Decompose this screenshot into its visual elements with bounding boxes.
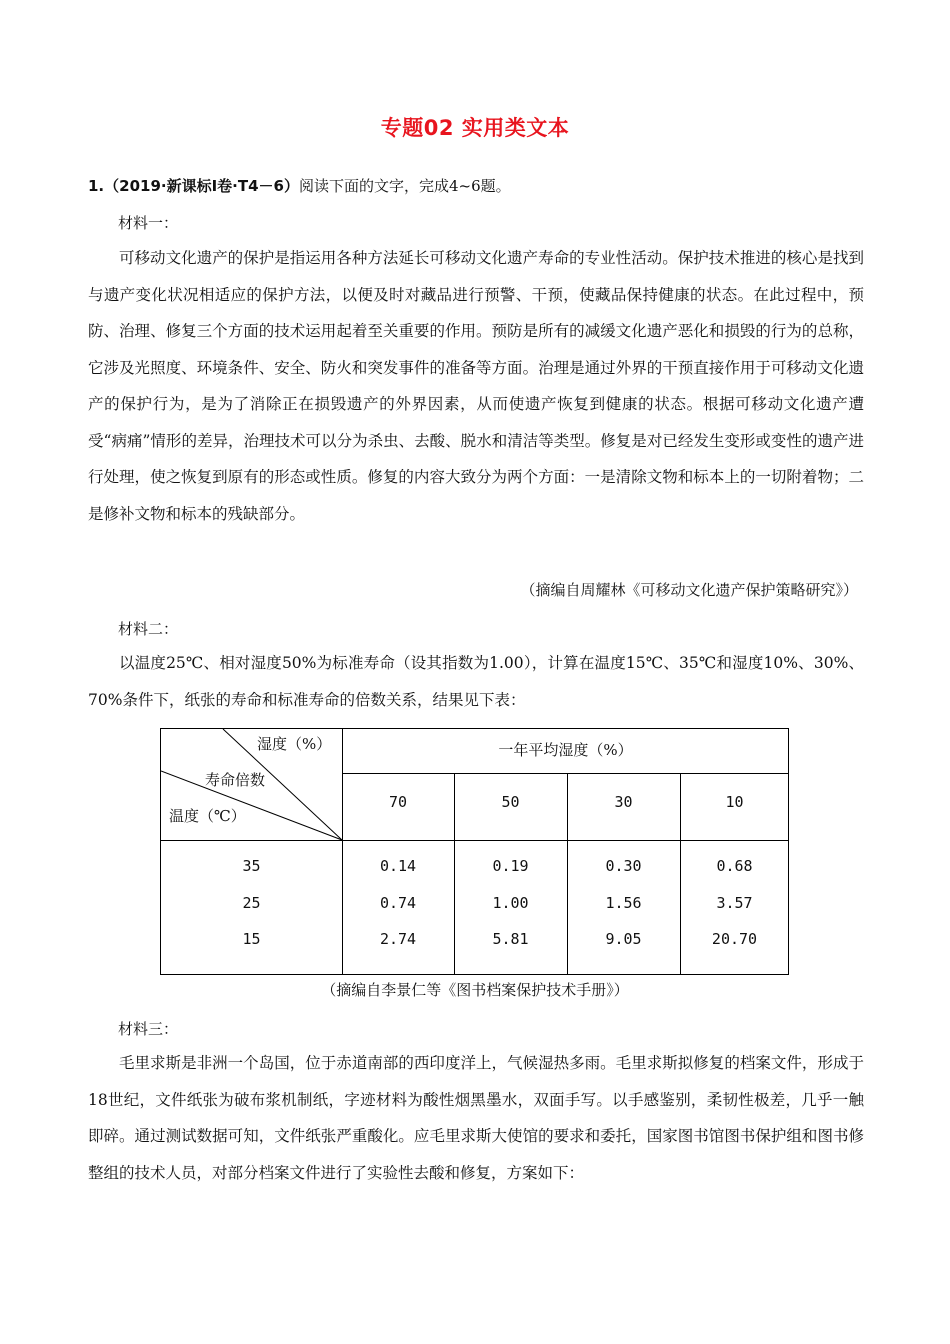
material1-label: 材料一： <box>118 214 179 232</box>
table-cell: 0.14 <box>379 857 417 875</box>
page-title: 专题02 实用类文本 <box>380 116 570 140</box>
table-cell: 1.56 <box>605 894 642 912</box>
corner-temp-label: 温度（℃） <box>169 807 246 825</box>
question-number: 1. <box>88 177 105 195</box>
material1-source: （摘编自周耀林《可移动文化遗产保护策略研究》） <box>520 581 858 599</box>
material3-text: 毛里求斯是非洲一个岛国，位于赤道南部的西印度洋上，气候湿热多雨。毛里求斯拟修复的档案文件，形成于18世纪，文件纸张为破布浆机制纸，字迹材料为酸性烟黑墨水，双面手写。以手感鉴别，柔韧性极差，几乎一触即碎。通过测试数据可知，文件纸张严重酸化。应毛里求斯大使馆的要求和委托，国家图书馆图书保护组和图书修整组的技术人员，对部分档案文件进行了实验性去酸和修复，方案如下： <box>88 1054 864 1182</box>
material2-label: 材料二： <box>118 620 179 638</box>
material3-label: 材料三： <box>118 1020 179 1038</box>
question-prompt: 阅读下面的文字，完成4~6题。 <box>298 177 511 195</box>
table-cell: 9.05 <box>605 930 642 948</box>
row-temp: 15 <box>242 930 261 948</box>
question-line <box>88 175 511 196</box>
material1-text: 可移动文化遗产的保护是指运用各种方法延长可移动文化遗产寿命的专业性活动。保护技术推进的核心是找到与遗产变化状况相适应的保护方法，以便及时对藏品进行预警、干预，使藏品保持健康的状态。在此过程中，预防、治理、修复三个方面的技术运用起着至关重要的作用。预防是所有的减缓文化遗产恶化和损毁的行为的总称，它涉及光照度、环境条件、安全、防火和突发事件的准备等方面。治理是通过外界的干预直接作用于可移动文化遗产的保护行为，是为了消除正在损毁遗产的外界因素，从而使遗产恢复到健康的状态。根据可移动文化遗产遭受“病痛”情形的差异，治理技术可以分为杀虫、去酸、脱水和清洁等类型。修复是对已经发生变形或变性的遗产进行处理，使之恢复到原有的形态或性质。修复的内容大致分为两个方面：一是清除文物和标本上的一切附着物；二是修补文物和标本的残缺部分。 <box>88 249 864 523</box>
corner-multiple-label: 寿命倍数 <box>205 771 266 789</box>
column-header: 10 <box>725 793 744 811</box>
table-cell: 0.68 <box>716 857 753 875</box>
column-header: 70 <box>388 793 408 811</box>
table-cell: 0.19 <box>492 857 529 875</box>
table-cell: 3.57 <box>716 894 753 912</box>
material2-source: （摘编自李景仁等《图书档案保护技术手册》） <box>321 981 629 999</box>
table-cell: 0.74 <box>379 894 417 912</box>
row-temp: 35 <box>242 857 261 875</box>
humidity-lifespan-table <box>160 728 789 975</box>
question-source: （2019·新课标Ⅰ卷·T4－6） <box>104 177 299 195</box>
group-header: 一年平均湿度（%） <box>498 741 633 759</box>
row-temp: 25 <box>242 894 261 912</box>
material2-text: 以温度25℃、相对湿度50%为标准寿命（设其指数为1.00），计算在温度15℃、35℃和湿度10%、30%、70%条件下，纸张的寿命和标准寿命的倍数关系，结果见下表： <box>88 654 864 709</box>
column-header: 30 <box>614 793 633 811</box>
corner-humidity-label: 湿度（%） <box>257 735 332 753</box>
column-header: 50 <box>501 793 520 811</box>
table-cell: 5.81 <box>492 930 529 948</box>
table-cell: 0.30 <box>605 857 642 875</box>
table-cell: 20.70 <box>711 930 758 948</box>
table-cell: 2.74 <box>379 930 417 948</box>
table-cell: 1.00 <box>492 894 529 912</box>
